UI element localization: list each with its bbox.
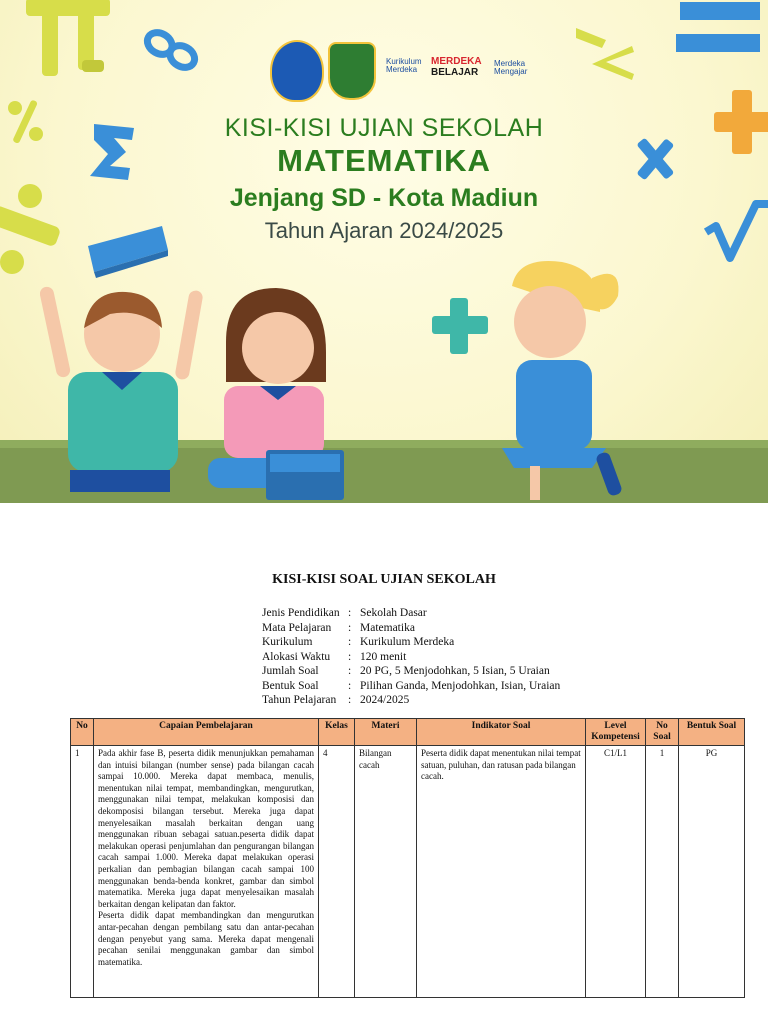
boy-illustration bbox=[40, 278, 210, 493]
document-info bbox=[262, 606, 560, 708]
info-colon: : bbox=[348, 665, 352, 677]
header-materi: Materi bbox=[355, 719, 417, 746]
info-colon: : bbox=[348, 650, 352, 663]
cell-no-soal: 1 bbox=[646, 746, 679, 998]
info-row bbox=[262, 606, 560, 621]
header-kelas: Kelas bbox=[319, 719, 355, 746]
info-label: Tahun Pelajaran bbox=[262, 694, 337, 706]
header-no-soal: No Soal bbox=[646, 719, 679, 746]
info-label: Mata Pelajaran bbox=[262, 621, 332, 634]
banner-title-subject: MATEMATIKA bbox=[277, 143, 491, 178]
info-colon: : bbox=[348, 694, 352, 706]
capaian-paragraph: Pada akhir fase B, peserta didik menunjukkan pemahaman dan intuisi bilangan (number sense) pada bilangan cacah sampai 10.000. Mereka dapat membaca, menulis, menentukan nilai tempat, membandingkan, mengurutkan, menggunakan nilai tempat, melakukan komposisi dan dekomposisi bilangan tersebut. Mereka juga dapat menyelesaikan masalah berkaitan dengan uang menggunakan ribuan sebagai satuan.peserta didik dapat melakukan operasi penjumlahan dan pengurangan bilangan cacah sampai 1.000. Mereka dapat melakukan operasi perkalian dan pembagian bilangan cacah sampai 100 menggunakan benda-benda konkret, gambar dan simbol matematika. Mereka juga dapat menyelesaikan masalah berkaitan dengan kelipatan dan faktor. bbox=[98, 748, 314, 909]
info-value: Pilihan Ganda, Menjodohkan, Isian, Uraian bbox=[360, 679, 561, 692]
info-label: Jumlah Soal bbox=[262, 665, 319, 677]
info-value: Kurikulum Merdeka bbox=[360, 636, 455, 648]
banner-title-line1: KISI-KISI UJIAN SEKOLAH bbox=[224, 114, 544, 142]
cell-materi: Bilangan cacah bbox=[355, 746, 417, 998]
merdeka-belajar-logo bbox=[431, 56, 482, 78]
info-label: Jenis Pendidikan bbox=[262, 607, 340, 619]
header-indikator: Indikator Soal bbox=[417, 719, 586, 746]
kisi-kisi-table bbox=[70, 718, 745, 998]
info-row bbox=[262, 635, 560, 650]
merdeka-mengajar-logo: Merdeka Mengajar bbox=[494, 59, 528, 76]
info-value: 2024/2025 bbox=[360, 694, 410, 706]
less-than-icon bbox=[572, 20, 640, 80]
cover-banner bbox=[0, 0, 768, 503]
infinity-icon bbox=[140, 28, 202, 72]
logo-strip bbox=[270, 38, 530, 100]
cell-capaian bbox=[94, 746, 319, 998]
info-colon: : bbox=[348, 607, 352, 619]
info-colon: : bbox=[348, 679, 352, 692]
info-value: 20 PG, 5 Menjodohkan, 5 Isian, 5 Uraian bbox=[360, 665, 550, 677]
capaian-paragraph: Peserta didik dapat membandingkan dan mengurutkan antar-pecahan dengan pembilang satu dan antar-pecahan dengan penyebut yang sama. Mereka dapat mengenali pecahan senilai menggunakan gambar dan simbol matematika. bbox=[98, 910, 314, 967]
table-header-row bbox=[71, 719, 745, 746]
merdeka-word: MERDEKA bbox=[431, 56, 482, 67]
info-value: 120 menit bbox=[360, 650, 407, 663]
bars-icon bbox=[672, 0, 768, 66]
cell-indikator: Peserta didik dapat menentukan nilai tempat satuan, puluhan, dan ratusan pada bilangan cacah. bbox=[417, 746, 586, 998]
cell-bentuk: PG bbox=[679, 746, 745, 998]
girl-blonde-illustration bbox=[452, 256, 642, 503]
banner-title-level: Jenjang SD - Kota Madiun bbox=[229, 184, 539, 212]
document-title: KISI-KISI SOAL UJIAN SEKOLAH bbox=[272, 572, 496, 587]
info-value: Sekolah Dasar bbox=[360, 607, 427, 619]
cell-kelas: 4 bbox=[319, 746, 355, 998]
cell-no: 1 bbox=[71, 746, 94, 998]
info-label: Alokasi Waktu bbox=[262, 650, 331, 663]
tut-wuri-handayani-logo bbox=[270, 40, 324, 102]
info-row bbox=[262, 679, 560, 694]
info-row bbox=[262, 650, 560, 665]
cell-level: C1/L1 bbox=[586, 746, 646, 998]
info-row bbox=[262, 621, 560, 636]
kurikulum-merdeka-logo: Kurikulum Merdeka bbox=[386, 57, 422, 74]
pi-symbol-icon bbox=[18, 0, 118, 85]
table-row bbox=[71, 746, 745, 998]
info-label: Bentuk Soal bbox=[262, 679, 319, 692]
header-no: No bbox=[71, 719, 94, 746]
header-capaian: Capaian Pembelajaran bbox=[94, 719, 319, 746]
kota-madiun-logo bbox=[328, 42, 376, 100]
info-label: Kurikulum bbox=[262, 636, 313, 648]
header-level: Level Kompetensi bbox=[586, 719, 646, 746]
info-value: Matematika bbox=[360, 621, 415, 634]
info-colon: : bbox=[348, 621, 352, 634]
info-row bbox=[262, 693, 560, 708]
belajar-word: BELAJAR bbox=[431, 67, 479, 78]
info-colon: : bbox=[348, 636, 352, 648]
header-bentuk: Bentuk Soal bbox=[679, 719, 745, 746]
info-row bbox=[262, 664, 560, 679]
girl-illustration bbox=[186, 282, 356, 502]
banner-title-year: Tahun Ajaran 2024/2025 bbox=[264, 218, 504, 243]
